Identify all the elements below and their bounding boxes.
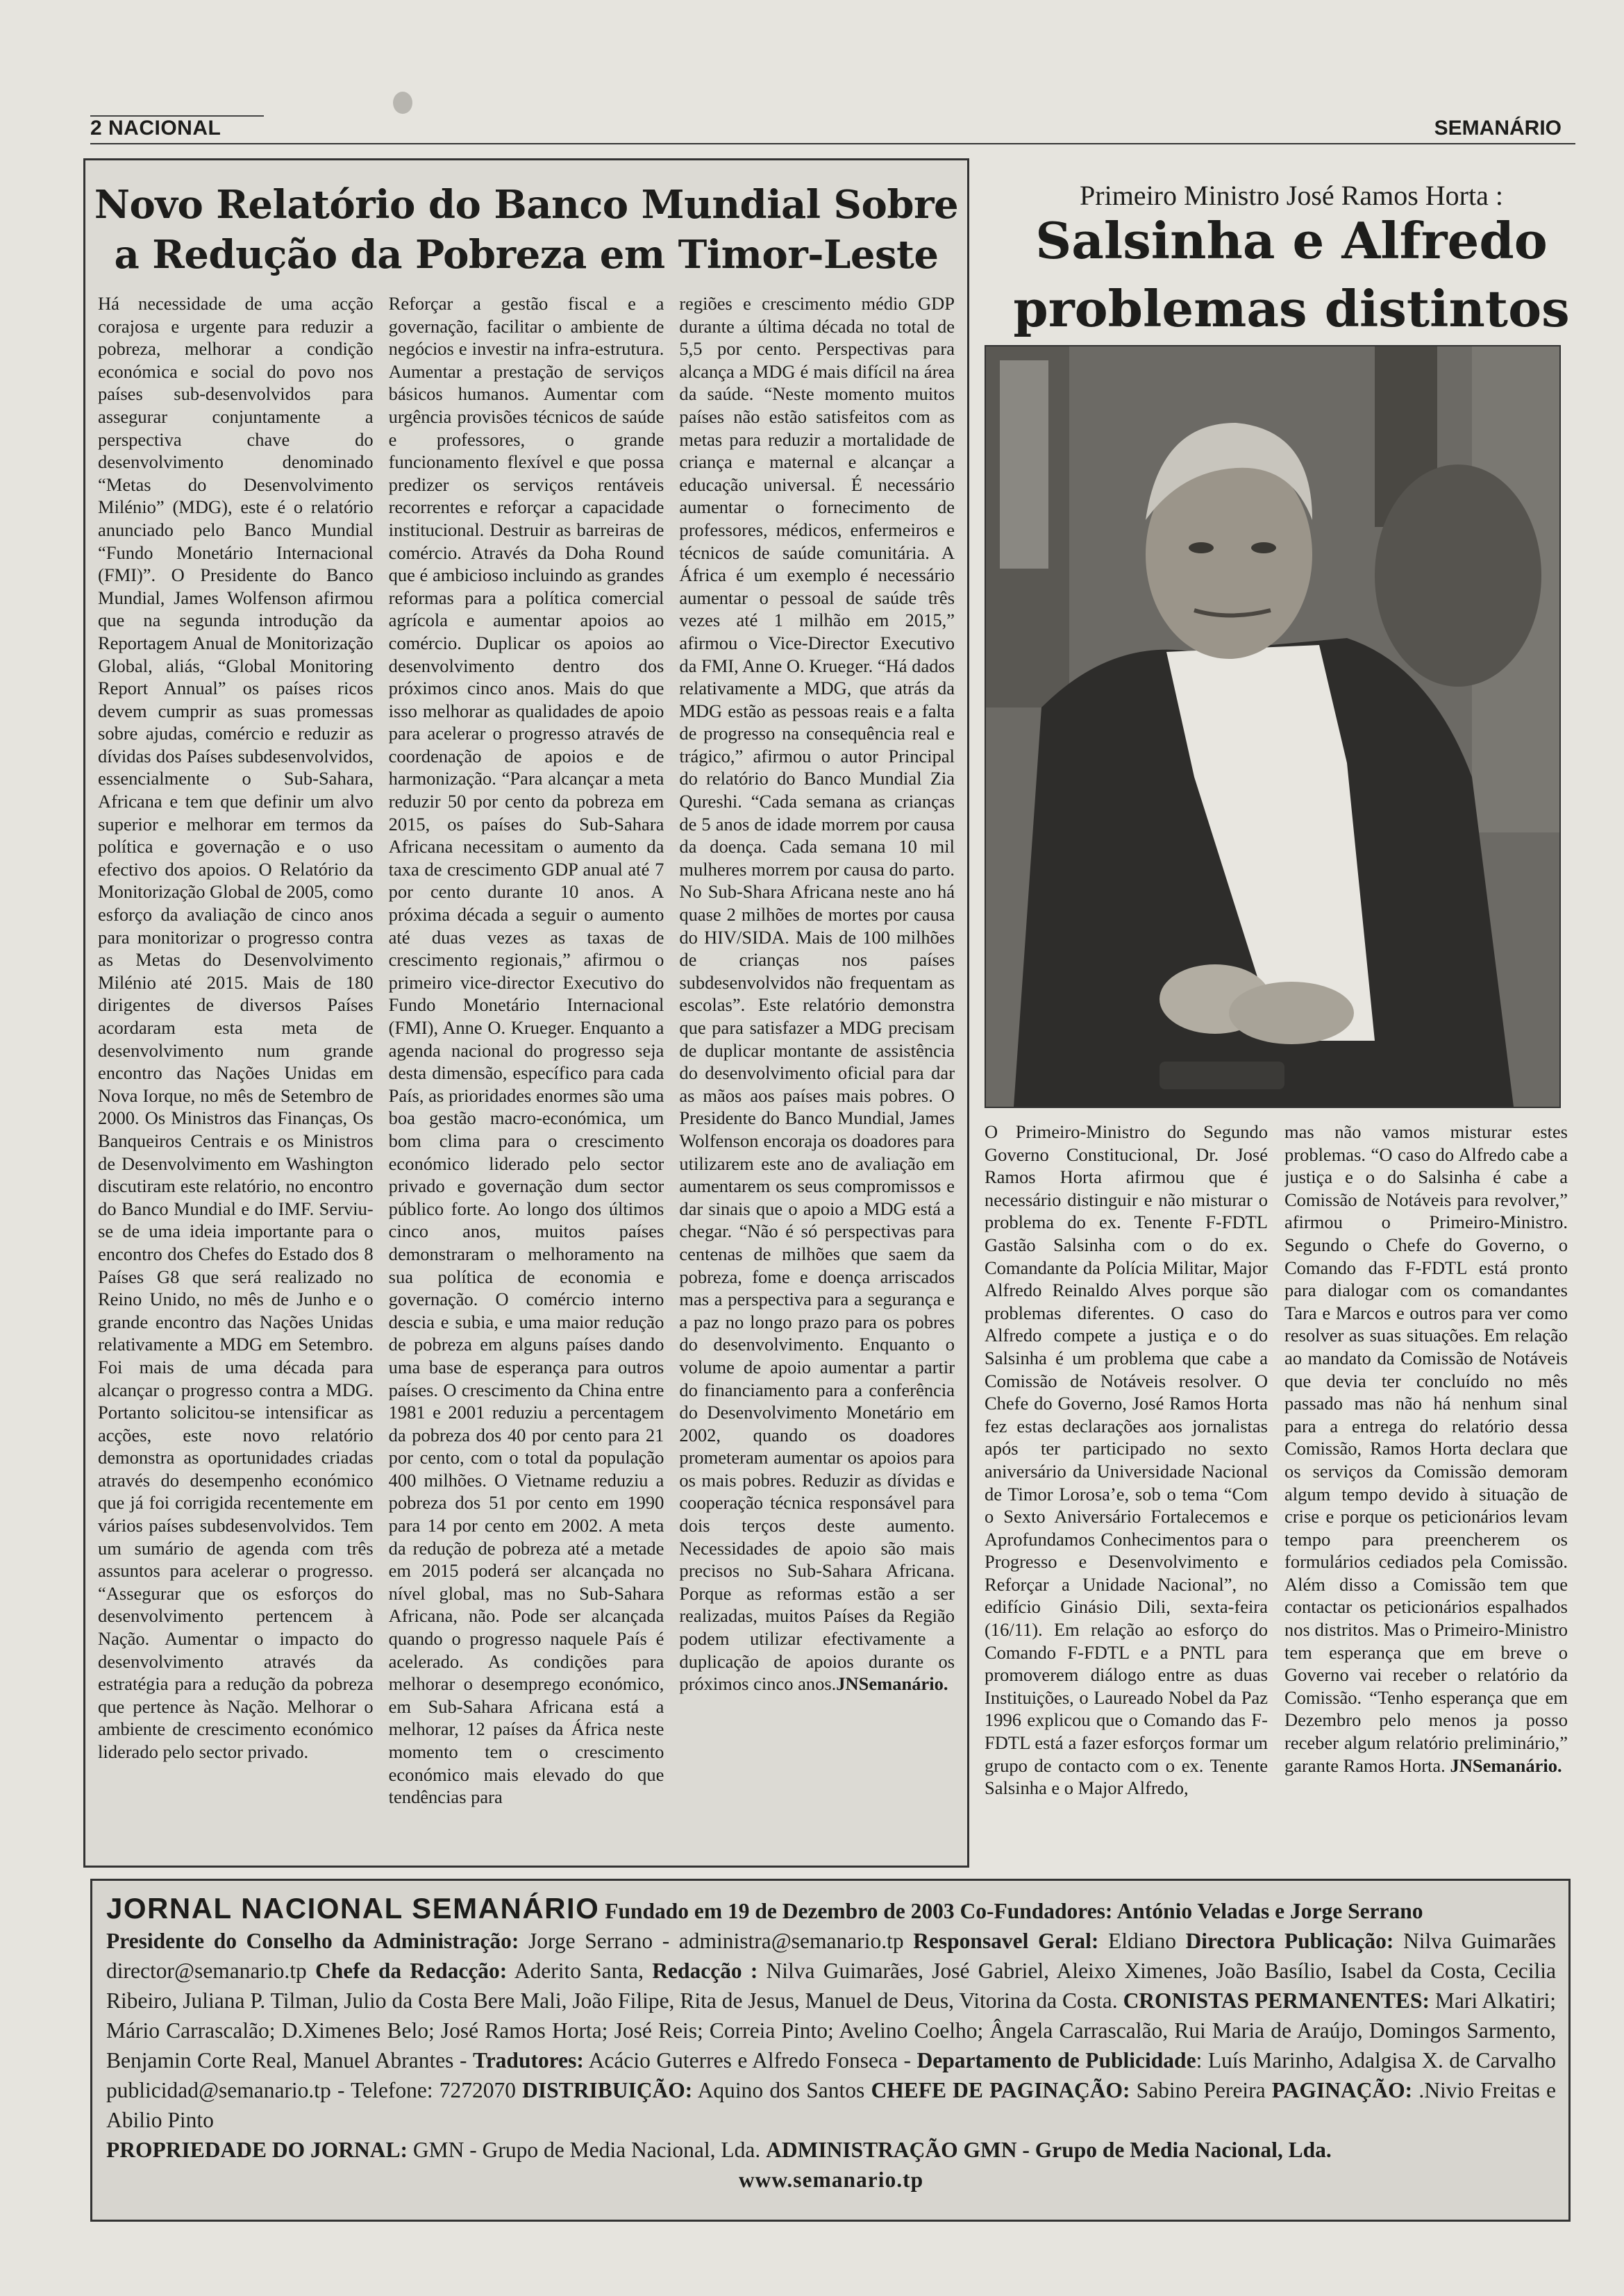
article-column-1: Há necessidade de uma acção corajosa e urgente para reduzir a pobreza, melhorar a condição económica e social do povo nos países sub-desenvolvidos para assegurar conjuntamente a perspectiva chave do desenvolvimento denominado “Metas do Desenvolvimento Milénio” (MDG), este é o relatório anunciado pelo Banco Mundial “Fundo Monetário Internacional (FMI)”. O Presidente do Banco Mundial, James Wolfenson afirmou que na segunda introdução da Reportagem Anual de Monitorização Global, aliás, “Global Monitoring Report Annual” os países ricos devem cumprir as suas promessas sobre ajudas, comércio e reduzir as dívidas dos Países subdesenvolvidos, essencialmente o Sub-Sahara, Africana e tem que definir um alvo superior e melhorar em termos da política e governação e o uso efectivo dos apoios. O Relatório da Monitorização Global de 2005, como esforço da avaliação de cinco anos para monitorizar o progresso contra as Metas do Desenvolvimento Milénio até 2015. Mais de 180 dirigentes de diversos Países acordaram esta meta de desenvolvimento num grande encontro das Nações Unidas em Nova Iorque, no mês de Setembro de 2000. Os Ministros das Finanças, Os Banqueiros Centrais e os Ministros de Desenvolvimento em Washington discutiram este relatório, no encontro do Banco Mundial e do IMF. Serviu-se de uma ideia importante para o encontro dos Chefes do Estado dos 8 Países G8 que será realizado no Reino Unido, no mês de Junho e o grande encontro das Nações Unidas relativamente a MDG em Setembro. Foi mais de uma década para alcançar o progresso contra a MDG. Portanto solicitou-se intensificar as acções, este novo relatório demonstra as oportunidades criadas através do desempenho económico que já foi corrigida recentemente em vários países subdesenvolvidos. Tem um sumário de agenda com três assuntos para acelerar o progresso. “Assegurar que os esforços do desenvolvimento pertencem à Nação. Aumentar o impacto do desenvolvimento através da estratégia para a redução da pobreza que pertence às Nação. Melhorar o ambiente de crescimento económico liderado pelo sector privado. xyxy=(98,293,374,1762)
masthead-founded: Fundado em 19 de Dezembro de 2003 Co-Fundadores: António Veladas e Jorge Serrano xyxy=(605,1899,1423,1923)
header-divider xyxy=(90,143,1575,144)
section-label: 2 NACIONAL xyxy=(90,117,221,140)
article-signature: JNSemanário. xyxy=(836,1673,948,1695)
article-columns xyxy=(98,292,955,1856)
article-salsinha-column-1: O Primeiro-Ministro do Segundo Governo Constitucional, Dr. José Ramos Horta afirmou que é necessário distinguir e não misturar o problema do ex. Tenente F-FDTL Gastão Salsinha com o do ex. Comandante da Polícia Militar, Major Alfredo Reinaldo Alves porque são problemas diferentes. O caso do Alfredo compete a justiça e o do Salsinha é um problema que cabe a Comissão de Notáveis resolver. O Chefe do Governo, José Ramos Horta fez estas declarações aos jornalistas após ter participado no sexto aniversário da Universidade Nacional de Timor Lorosa’e, sob o tema “Com o Sexto Aniversário Fortalecemos e Aprofundamos Conhecimentos para o Progresso e Desenvolvimento e Reforçar a Unidade Nacional”, no edifício Ginásio Dili, sexta-feira (16/11). Em relação ao esforço do Comando F-FDTL e a PNTL para promoverem diálogo entre as duas Instituições, o Laureado Nobel da Paz 1996 explicou que o Comando das F-FDTL está a fazer esforços formar um grupo de contacto com o ex. Tenente Salsinha e o Major Alfredo, xyxy=(985,1121,1268,1799)
masthead-box xyxy=(90,1879,1571,2222)
article-column-3: regiões e crescimento médio GDP durante a última década no total de 5,5 por cento. Perspectivas para alcança a MDG é mais difícil na área da saúde. “Neste momento muitos países não estão satisfeitos com as metas para reduzir a mortalidade de criança e maternal e alcançar a educação universal. É necessário aumentar o fornecimento de professores, médicos, enfermeiros e técnicos de saúde comunitária. A África é um exemplo é necessário aumentar o pessoal de saúde três vezes até 1 milhão em 2015,” afirmou o Vice-Director Executivo da FMI, Anne O. Krueger. “Há dados relativamente a MDG, que atrás da MDG estão as pessoas reais e a falta de progresso na consequência real e trágico,” afirmou o autor Principal do relatório do Banco Mundial Zia Qureshi. “Cada semana as crianças de 5 anos de idade morrem por causa da doença. Cada semana 10 mil mulheres morrem por causa do parto. No Sub-Shara Africana neste ano há quase 2 milhões de mortes por causa do HIV/SIDA. Mais de 100 milhões de crianças nos países subdesenvolvidos não frequentam as escolas”. Este relatório demonstra que para satisfazer a MDG precisam de duplicar montante de assistência do desenvolvimento oficial para dar as mãos aos países mais pobres. O Presidente do Banco Mundial, James Wolfenson encoraja os doadores para utilizarem este ano de avaliação em aumentarem os seus compromissos e dar sinais que o apoio a MDG está a chegar. “Não é só perspectivas para centenas de milhões que saem da pobreza, fome e doença arriscados mas a perspectiva para a segurança e a paz no longo prazo para os pobres do desenvolvimento. Enquanto o volume de apoio aumentar a partir do financiamento para a conferência do Desenvolvimento Monetário em 2002, quando os doadores prometeram aumentar os apoios para os mais pobres. Reduzir as dívidas e cooperação técnica responsável para dois terços deste aumento. Necessidades de apoio são mais precisos no Sub-Sahara Africana. Porque as reformas estão a ser realizadas, muitos Países da Região podem utilizar efectivamente a duplicação de apoios durante os próximos cinco anos.JNSemanário. xyxy=(679,293,955,1695)
article-title-salsinha: Salsinha e Alfredo problemas distintos xyxy=(1013,211,1570,338)
scan-hole-mark xyxy=(393,92,412,114)
masthead-website[interactable]: www.semanario.tp xyxy=(738,2168,924,2192)
article-kicker: Primeiro Ministro José Ramos Horta : xyxy=(1080,180,1503,211)
article-salsinha-column-2: mas não vamos misturar estes problemas. “O caso do Alfredo cabe a justiça e o do Salsinha é cabe a Comissão de Notáveis para revolver,” afirmou o Primeiro-Ministro. Segundo o Chefe do Governo, o Comando das F-FDTL está pronto para dialogar com os comandantes Tara e Marcos e outros para ver como resolver as suas situações. Em relação ao mandato da Comissão de Notáveis que devia ter concluído no mês passado mas não há nenhum sinal para a entrega do relatório dessa Comissão, Ramos Horta declara que os serviços da Comissão demoram algum tempo devido à situação de crise e porque os peticionários levam tempo para preencherem os formulários cediados pela Comissão. Além disso a Comissão tem que contactar os peticionários espalhados nos distritos. Mas o Primeiro-Ministro tem esperança que em breve o Governo vai receber o relatório da Comissão. “Tenho esperança que em Dezembro pelo menos ja posso receber algum relatório preliminário,” garante Ramos Horta. JNSemanário. xyxy=(1284,1121,1568,1776)
article-title: Novo Relatório do Banco Mundial Sobre a Redução da Pobreza em Timor-Leste xyxy=(94,182,959,278)
article-column-2: Reforçar a gestão fiscal e a governação, facilitar o ambiente de negócios e investir na infra-estrutura. Aumentar a prestação de serviços básicos humanos. Aumentar com urgência provisões técnicos de saúde e professores, o grande funcionamento flexível e que possa predizer os serviços rentáveis recorrentes e reforçar a capacidade institucional. Destruir as barreiras de comércio. Através da Doha Round que é ambicioso incluindo as grandes reformas para a política comercial agrícola e aumentar apoios ao comércio. Duplicar os apoios ao desenvolvimento dentro dos próximos cinco anos. Mais do que isso melhorar as qualidades de apoio para acelerar o progresso através de coordenação de apoios e de harmonização. “Para alcançar a meta reduzir 50 por cento da pobreza em 2015, os países do Sub-Sahara Africana necessitam o aumento da taxa de crescimento GDP anual até 7 por cento durante 10 anos. A próxima década a seguir o aumento até duas vezes as taxas de crescimento regionais,” afirmou o primeiro vice-director Executivo do Fundo Monetário Internacional (FMI), Anne O. Krueger. Enquanto a agenda nacional do progresso seja desta dimensão, específico para cada País, as prioridades enormes são uma boa gestão macro-económica, um bom clima para o crescimento económico liderado pelo sector privado e governação dum sector público forte. Ao longo dos últimos cinco anos, muitos países demonstraram o melhoramento na sua política de economia e governação. O comércio interno descia e subia, e uma maior redução de pobreza em alguns países dando uma base de esperança para outros países. O crescimento da China entre 1981 e 2001 reduziu a percentagem da pobreza dos 40 por cento para 21 por cento, com o total da população 400 milhões. O Vietname reduziu a pobreza dos 51 por cento em 1990 para 14 por cento em 2002. A meta da redução de pobreza até a metade em 2015 poderá ser alcançada no nível global, mas no Sub-Sahara Africana, não. Pode ser alcançada quando o progresso naquele País é acelerado. As condições para melhorar o desemprego económico, em Sub-Sahara Africana está a melhorar, 12 países da África neste momento tem o crescimento económico mais elevado do que tendências para xyxy=(388,293,664,1808)
photo-ramos-horta xyxy=(985,345,1561,1108)
article-world-bank-report xyxy=(83,158,969,1868)
masthead-name: JORNAL NACIONAL SEMANÁRIO xyxy=(106,1892,600,1925)
masthead-text: JORNAL NACIONAL SEMANÁRIO Fundado em 19 de Dezembro de 2003 Co-Fundadores: António Veladas e Jorge Serrano Presidente do Conselho da Administração: Jorge Serrano - administra@semanario.tp Responsavel Geral: Eldiano Directora Publicação: Nilva Guimarães director@semanario.tp Chefe da Redacção: Aderito Santa, Redacção : Nilva Guimarães, José Gabriel, Aleixo Ximenes, João Basílio, Isabel da Costa, Cecilia Ribeiro, Juliana P. Tilman, Julio da Costa Bere Mali, João Filipe, Rita de Jesus, Manuel de Deus, Vitorina da Costa. CRONISTAS PERMANENTES: Mari Alkatiri; Mário Carrascalão; D.Ximenes Belo; José Ramos Horta; José Reis; Correia Pinto; Avelino Coelho; Ângela Carrascalão, Rui Maria de Araújo, Domingos Sarmento, Benjamin Corte Real, Manuel Abrantes - Tradutores: Acácio Guterres e Alfredo Fonseca - Departamento de Publicidade: Luís Marinho, Adalgisa X. de Carvalho publicidad@semanario.tp - Telefone: 7272070 DISTRIBUIÇÃO: Aquino dos Santos CHEFE DE PAGINAÇÃO: Sabino Pereira PAGINAÇÃO: .Nivio Freitas e Abilio Pinto PROPRIEDADE DO JORNAL: GMN - Grupo de Media Nacional, Lda. ADMINISTRAÇÃO GMN - Grupo de Media Nacional, Lda. www.semanario.tp xyxy=(106,1893,1556,2195)
article-salsinha-signature: JNSemanário. xyxy=(1450,1754,1562,1776)
article-salsinha-columns xyxy=(985,1121,1568,1857)
paper-name: SEMANÁRIO xyxy=(1434,117,1562,140)
